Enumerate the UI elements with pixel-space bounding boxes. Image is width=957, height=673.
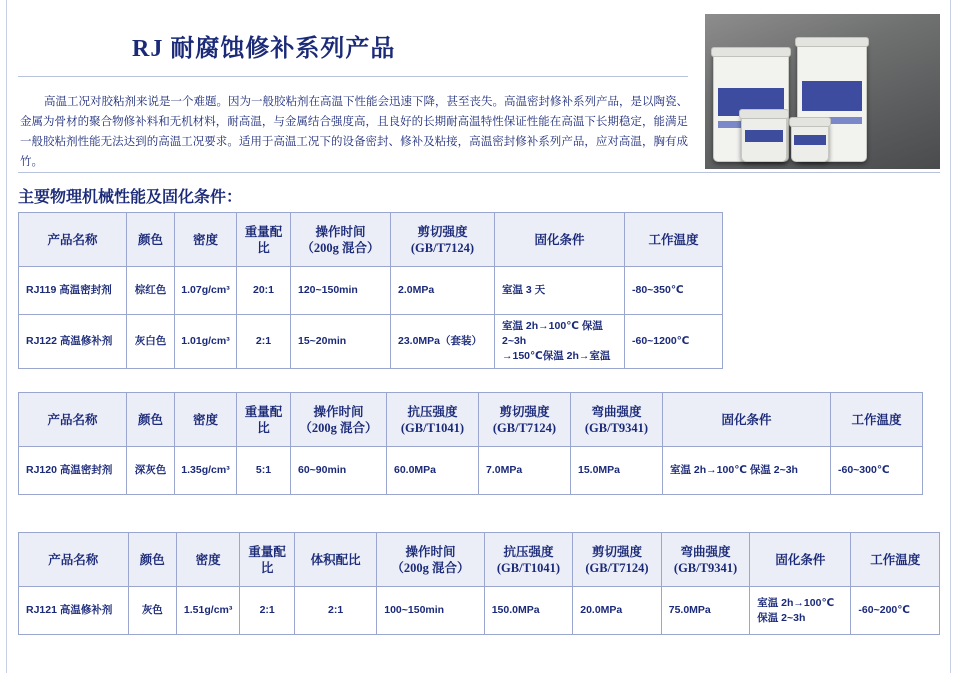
cell-cure-condition: 室温 2h→100℃ 保温 2~3h [663, 447, 831, 495]
cell-shear-strength: 23.0MPa（套装） [391, 315, 495, 369]
section-heading: 主要物理机械性能及固化条件： [18, 189, 243, 206]
product-photo [705, 14, 940, 169]
cell-product-name: RJ122 高温修补剂 [19, 315, 127, 369]
col-product-name: 产品名称 [19, 213, 127, 267]
cell-working-temperature: -80~350℃ [625, 267, 723, 315]
pail-lid [739, 109, 789, 119]
table-row [19, 315, 723, 369]
cell-shear-strength: 7.0MPa [479, 447, 571, 495]
pail-lid [795, 37, 869, 47]
col-color: 颜色 [127, 213, 175, 267]
cell-work-time: 60~90min [291, 447, 387, 495]
cell-shear-strength: 2.0MPa [391, 267, 495, 315]
pail-label-band [802, 81, 862, 112]
col-color: 颜色 [127, 393, 175, 447]
col-work-time: 操作时间 （200g 混合） [291, 213, 391, 267]
spec-table-2 [18, 392, 923, 495]
cell-work-time: 15~20min [291, 315, 391, 369]
cell-flexural-strength: 75.0MPa [661, 587, 750, 635]
col-weight-ratio: 重量配 比 [240, 533, 295, 587]
col-work-time: 操作时间 （200g 混合） [377, 533, 484, 587]
col-product-name: 产品名称 [19, 533, 129, 587]
cell-compressive-strength: 150.0MPa [484, 587, 573, 635]
col-cure-condition: 固化条件 [750, 533, 851, 587]
page-title: RJ 耐腐蚀修补系列产品 [132, 36, 396, 62]
table-row [19, 587, 940, 635]
pail-label-band [745, 130, 784, 142]
col-work-time: 操作时间 （200g 混合） [291, 393, 387, 447]
cell-weight-ratio: 5:1 [237, 447, 291, 495]
col-density: 密度 [175, 213, 237, 267]
intro-paragraph: 高温工况对胶粘剂来说是一个难题。因为一般胶粘剂在高温下性能会迅速下降，甚至丧失。高温密封修补系列产品，是以陶瓷、金属为骨材的聚合物修补料和无机材料，耐高温，与金属结合强度高，且良好的长期耐高温特性保证性能在高温下长期稳定，能满足一般胶粘剂性能无法达到的高温工况要求。适用于高温工况下的设备密封、修补及粘接，高温密封修补系列产品，应对高温，胸有成竹。 [20, 96, 688, 168]
cell-weight-ratio: 2:1 [237, 315, 291, 369]
cell-flexural-strength: 15.0MPa [571, 447, 663, 495]
col-density: 密度 [177, 533, 240, 587]
cell-product-name: RJ121 高温修补剂 [19, 587, 129, 635]
table-row [19, 267, 723, 315]
cell-color: 灰白色 [127, 315, 175, 369]
col-product-name: 产品名称 [19, 393, 127, 447]
col-cure-condition: 固化条件 [495, 213, 625, 267]
product-tin-small-right [791, 122, 829, 162]
cell-cure-condition: 室温 2h→100℃ 保温 2~3h →150℃保温 2h→室温 [495, 315, 625, 369]
col-volume-ratio: 体积配比 [295, 533, 377, 587]
pail-lid [789, 117, 831, 127]
col-working-temperature: 工作温度 [625, 213, 723, 267]
col-shear-strength: 剪切强度 (GB/T7124) [573, 533, 662, 587]
col-shear-strength: 剪切强度 (GB/T7124) [479, 393, 571, 447]
cell-work-time: 100~150min [377, 587, 484, 635]
cell-compressive-strength: 60.0MPa [387, 447, 479, 495]
cell-density: 1.01g/cm³ [175, 315, 237, 369]
cell-working-temperature: -60~200℃ [851, 587, 940, 635]
cell-density: 1.35g/cm³ [175, 447, 237, 495]
cell-color: 深灰色 [127, 447, 175, 495]
cell-cure-condition: 室温 3 天 [495, 267, 625, 315]
table-header-row [19, 213, 723, 267]
cell-density: 1.51g/cm³ [177, 587, 240, 635]
col-working-temperature: 工作温度 [851, 533, 940, 587]
spec-table-1 [18, 212, 723, 369]
col-weight-ratio: 重量配 比 [237, 213, 291, 267]
pail-label-band [794, 135, 826, 145]
cell-working-temperature: -60~300℃ [831, 447, 923, 495]
col-cure-condition: 固化条件 [663, 393, 831, 447]
header-divider [18, 172, 940, 173]
cell-color: 灰色 [128, 587, 176, 635]
cell-shear-strength: 20.0MPa [573, 587, 662, 635]
cell-weight-ratio: 2:1 [240, 587, 295, 635]
col-working-temperature: 工作温度 [831, 393, 923, 447]
cell-working-temperature: -60~1200℃ [625, 315, 723, 369]
document-header [0, 0, 957, 175]
table-header-row [19, 533, 940, 587]
col-shear-strength: 剪切强度 (GB/T7124) [391, 213, 495, 267]
col-compressive-strength: 抗压强度 (GB/T1041) [387, 393, 479, 447]
cell-color: 棕红色 [127, 267, 175, 315]
table-header-row [19, 393, 923, 447]
cell-work-time: 120~150min [291, 267, 391, 315]
col-compressive-strength: 抗压强度 (GB/T1041) [484, 533, 573, 587]
cell-product-name: RJ120 高温密封剂 [19, 447, 127, 495]
product-tin-small-left [741, 114, 787, 162]
cell-cure-condition: 室温 2h→100℃ 保温 2~3h [750, 587, 851, 635]
cell-density: 1.07g/cm³ [175, 267, 237, 315]
col-weight-ratio: 重量配 比 [237, 393, 291, 447]
pail-lid [711, 47, 791, 57]
title-divider [18, 76, 688, 77]
col-flexural-strength: 弯曲强度 (GB/T9341) [571, 393, 663, 447]
col-color: 颜色 [128, 533, 176, 587]
cell-weight-ratio: 20:1 [237, 267, 291, 315]
cell-volume-ratio: 2:1 [295, 587, 377, 635]
col-density: 密度 [175, 393, 237, 447]
cell-product-name: RJ119 高温密封剂 [19, 267, 127, 315]
table-row [19, 447, 923, 495]
spec-table-3 [18, 532, 940, 635]
col-flexural-strength: 弯曲强度 (GB/T9341) [661, 533, 750, 587]
